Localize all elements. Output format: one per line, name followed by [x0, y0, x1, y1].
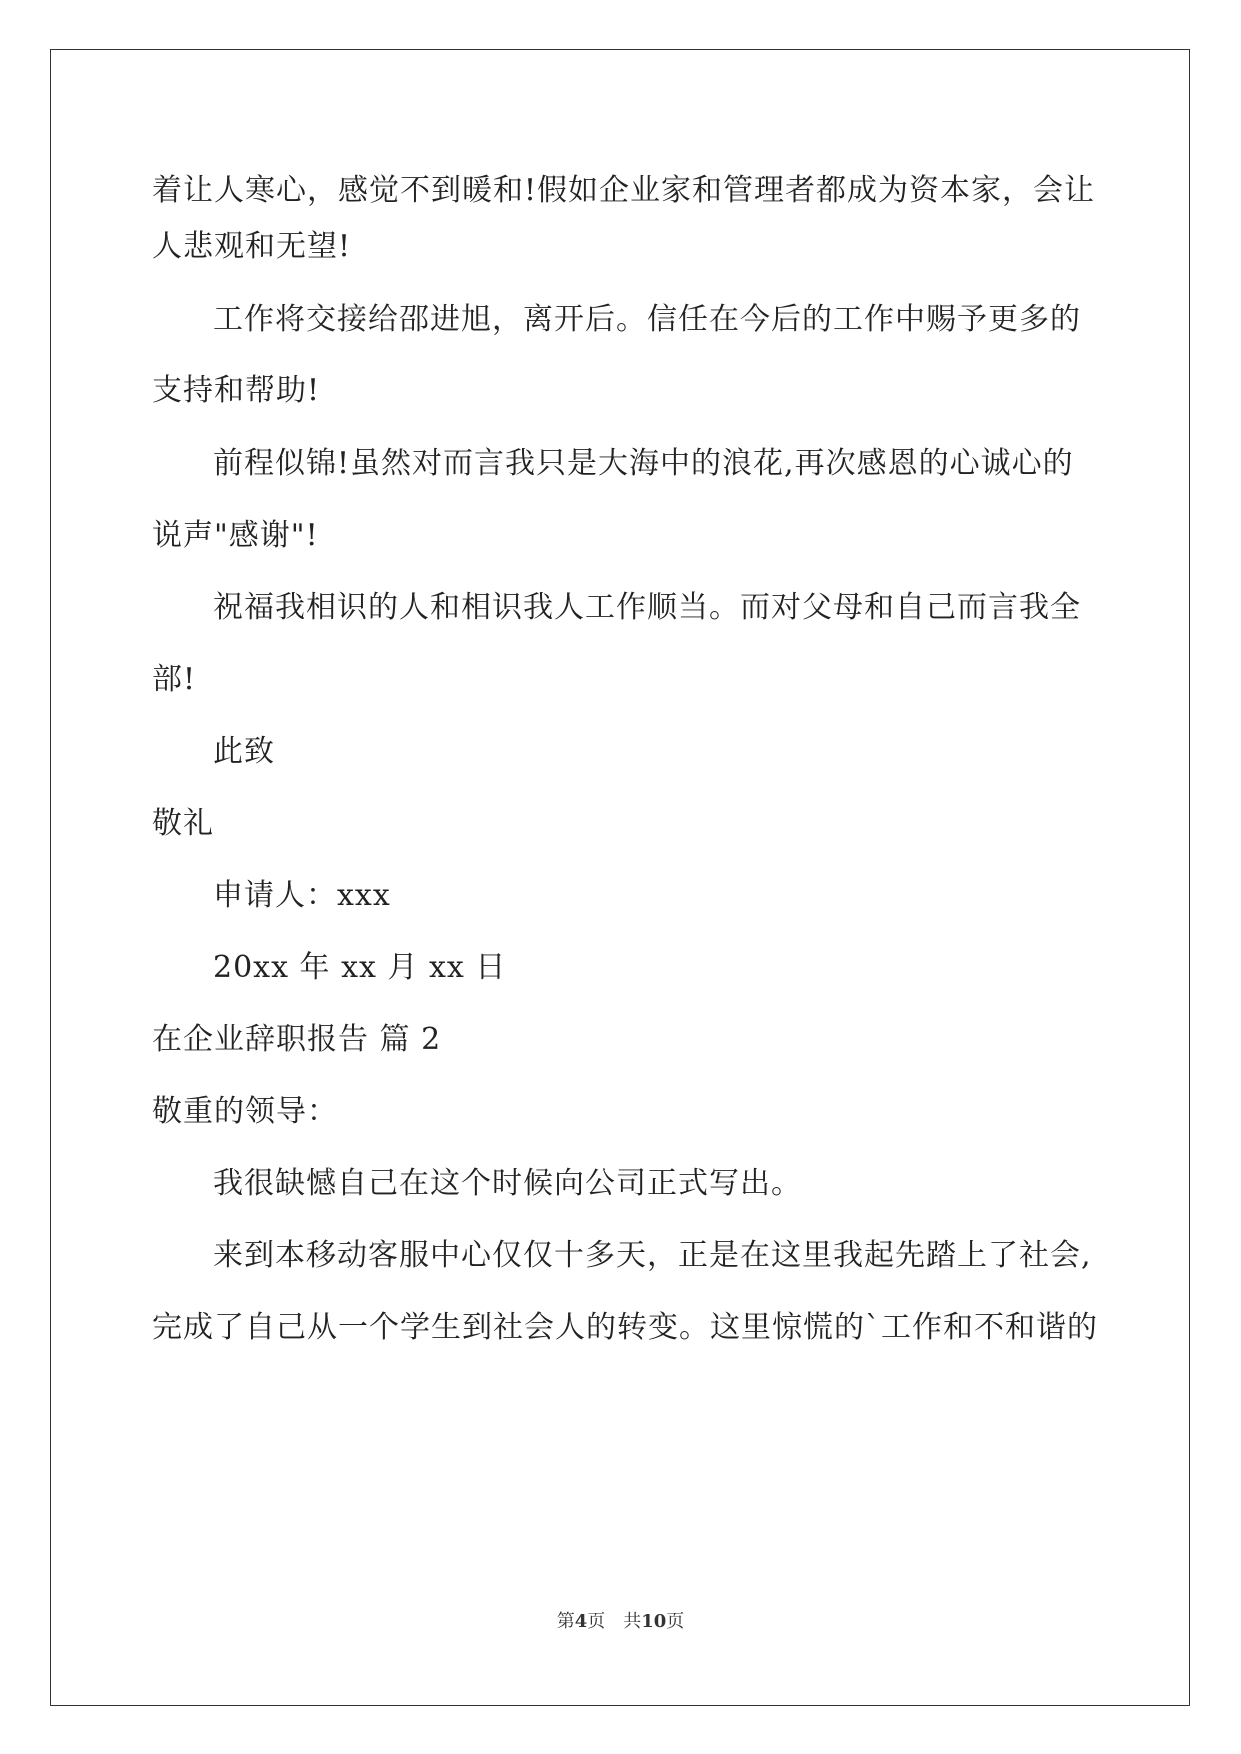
footer-total-pages: 10 [641, 1611, 667, 1632]
closing-regards: 敬礼 [152, 806, 214, 841]
body-line-11: 完成了自己从一个学生到社会人的转变。这里惊慌的`工作和不和谐的 [152, 1310, 1098, 1345]
greeting-line: 敬重的领导： [152, 1094, 338, 1129]
footer-prefix: 第 [556, 1611, 575, 1632]
body-line-4: 支持和帮助! [152, 373, 321, 408]
body-line-3: 工作将交接给邵进旭，离开后。信任在今后的工作中赐予更多的 [213, 302, 1081, 337]
footer-total-suffix: 页 [666, 1611, 685, 1632]
footer-page-suffix: 页 [587, 1611, 606, 1632]
footer-total-prefix: 共 [623, 1611, 642, 1632]
body-line-6: 说声"感谢"! [152, 518, 319, 553]
body-line-2: 人悲观和无望! [152, 229, 352, 264]
date-line: 20xx 年 xx 月 xx 日 [213, 950, 507, 985]
body-line-8: 部! [152, 662, 197, 697]
body-line-5: 前程似锦!虽然对而言我只是大海中的浪花,再次感恩的心诚心的 [213, 446, 1074, 481]
footer-current-page: 4 [574, 1611, 588, 1632]
applicant-line: 申请人：xxx [213, 878, 391, 913]
body-line-10: 来到本移动客服中心仅仅十多天，正是在这里我起先踏上了社会, [213, 1238, 1092, 1273]
closing-salutation: 此致 [213, 734, 275, 769]
section-heading: 在企业辞职报告 篇 2 [152, 1022, 442, 1057]
body-line-7: 祝福我相识的人和相识我人工作顺当。而对父母和自己而言我全 [213, 590, 1081, 625]
body-line-1: 着让人寒心，感觉不到暖和!假如企业家和管理者都成为资本家，会让 [152, 173, 1096, 208]
body-line-9: 我很缺憾自己在这个时候向公司正式写出。 [213, 1166, 802, 1201]
page-footer [0, 1610, 1241, 1634]
